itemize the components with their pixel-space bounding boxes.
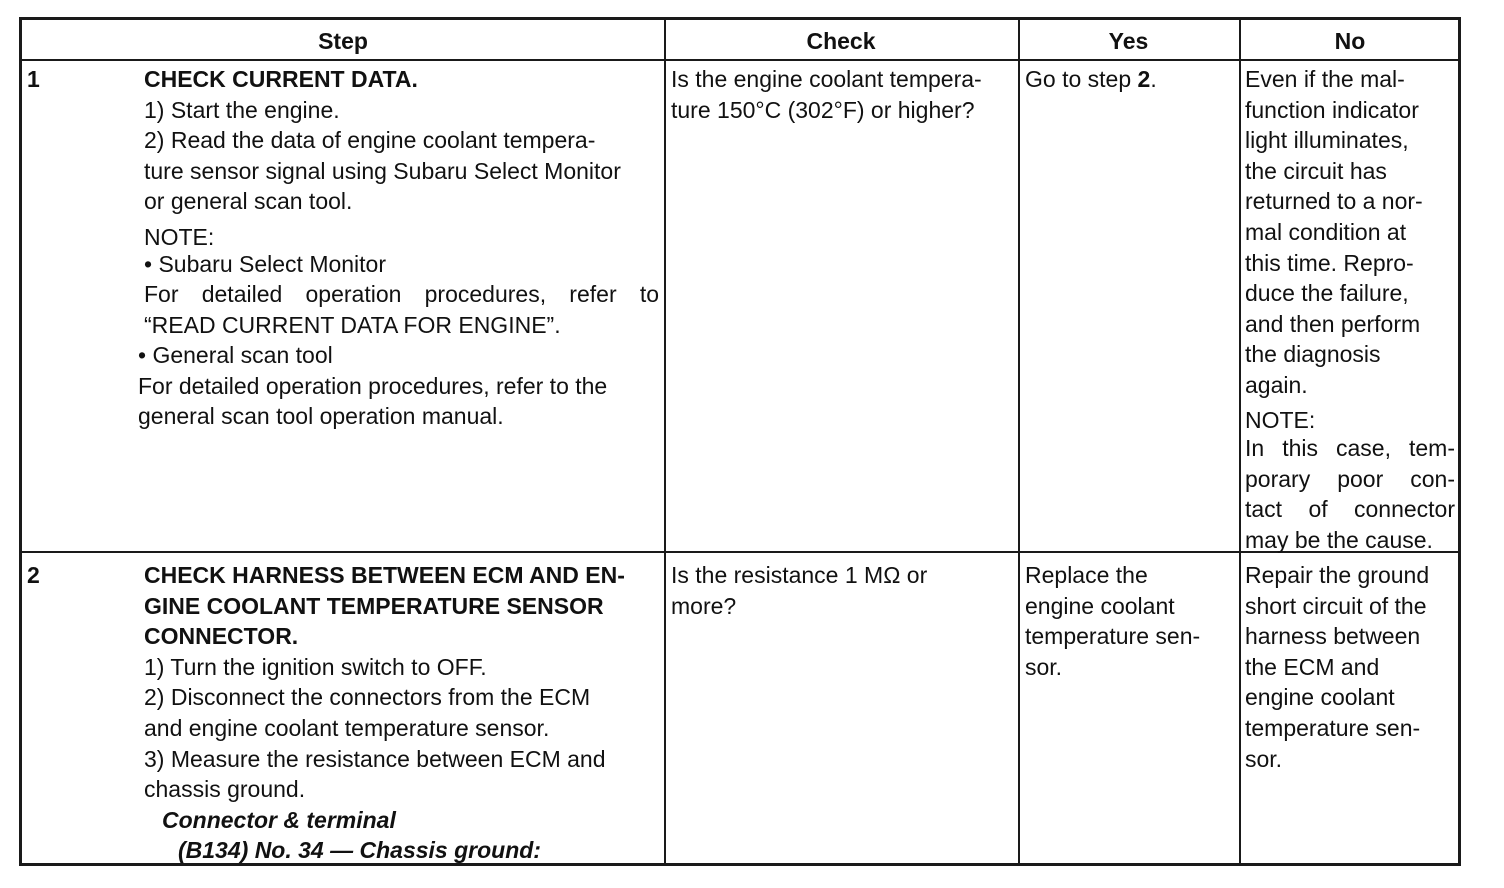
note-label: NOTE: — [144, 223, 215, 250]
no-line: and then perform — [1245, 310, 1421, 337]
column-divider — [1018, 20, 1020, 863]
no-note-line: tact of connector — [1245, 496, 1455, 523]
no-line: harness between — [1245, 623, 1421, 650]
note-text: general scan tool operation manual. — [138, 403, 504, 430]
no-line: the circuit has — [1245, 157, 1387, 184]
no-line: again. — [1245, 371, 1308, 398]
no-line: short circuit of the — [1245, 592, 1427, 619]
check-question — [671, 64, 982, 125]
no-line: mal condition at — [1245, 218, 1407, 245]
yes-text: . — [1150, 66, 1157, 92]
no-note-line: porary poor con- — [1245, 465, 1455, 492]
row-divider — [22, 551, 1458, 553]
no-line: the diagnosis — [1245, 341, 1381, 368]
step-title: CHECK CURRENT DATA. — [144, 66, 418, 92]
note-text: For detailed operation procedures, refer to — [144, 281, 659, 308]
instruction: ture sensor signal using Subaru Select Monitor — [144, 157, 621, 184]
header-check: Check — [806, 28, 876, 54]
note-item: • Subaru Select Monitor — [144, 250, 387, 277]
header-yes: Yes — [1108, 28, 1149, 54]
diagnostic-table — [19, 17, 1461, 866]
no-line: Even if the mal- — [1245, 66, 1405, 92]
check-line: ture 150°C (302°F) or higher? — [671, 96, 975, 123]
yes-line: Replace the — [1025, 562, 1148, 588]
yes-line: sor. — [1025, 653, 1063, 680]
yes-step-ref: 2 — [1137, 66, 1151, 92]
no-note-line: may be the cause. — [1245, 526, 1433, 553]
instruction: chassis ground. — [144, 776, 306, 803]
header-divider — [22, 59, 1458, 61]
header-no: No — [1334, 28, 1366, 54]
yes-line: temperature sen- — [1025, 623, 1201, 650]
step-title: CONNECTOR. — [144, 623, 299, 650]
note-item: • General scan tool — [138, 342, 333, 368]
check-question — [671, 560, 927, 621]
connector-label: Connector & terminal — [162, 806, 396, 833]
instruction: 1) Start the engine. — [144, 96, 340, 123]
no-line: duce the failure, — [1245, 280, 1409, 307]
instruction: 1) Turn the ignition switch to OFF. — [144, 653, 487, 680]
step-title: GINE COOLANT TEMPERATURE SENSOR — [144, 592, 604, 619]
step-1-note-2 — [138, 340, 653, 432]
no-note-line: In this case, tem- — [1245, 435, 1455, 462]
no-action — [1245, 560, 1429, 774]
column-divider — [664, 20, 666, 863]
no-line: returned to a nor- — [1245, 188, 1423, 215]
check-line: Is the engine coolant tempera- — [671, 66, 982, 92]
instruction: 2) Read the data of engine coolant tempera- — [144, 127, 596, 154]
note-text: “READ CURRENT DATA FOR ENGINE”. — [144, 311, 561, 338]
no-line: temperature sen- — [1245, 714, 1421, 741]
yes-text: Go to step — [1025, 66, 1138, 92]
instruction: 3) Measure the resistance between ECM and — [144, 745, 606, 772]
no-line: the ECM and — [1245, 653, 1380, 680]
yes-action — [1025, 560, 1200, 682]
connector-terminal: (B134) No. 34 — Chassis ground: — [178, 837, 541, 864]
no-line: light illuminates, — [1245, 127, 1409, 154]
step-2-content — [144, 560, 659, 866]
note-text: For detailed operation procedures, refer to the — [138, 372, 608, 399]
instruction: 2) Disconnect the connectors from the ECM — [144, 684, 591, 711]
no-line: sor. — [1245, 745, 1283, 772]
instruction: and engine coolant temperature sensor. — [144, 714, 550, 741]
instruction: or general scan tool. — [144, 188, 353, 215]
column-divider — [1239, 20, 1241, 863]
no-line: engine coolant — [1245, 684, 1395, 711]
no-line: Repair the ground — [1245, 562, 1430, 588]
yes-action — [1025, 64, 1157, 95]
no-line: this time. Repro- — [1245, 249, 1414, 276]
check-line: more? — [671, 592, 737, 619]
check-line: Is the resistance 1 MΩ or — [671, 562, 928, 588]
no-note-label: NOTE: — [1245, 406, 1316, 433]
header-step: Step — [318, 28, 368, 54]
yes-line: engine coolant — [1025, 592, 1175, 619]
step-title: CHECK HARNESS BETWEEN ECM AND EN- — [144, 562, 625, 588]
step-number: 1 — [27, 66, 40, 92]
step-number: 2 — [27, 562, 40, 588]
no-action — [1245, 64, 1455, 556]
no-line: function indicator — [1245, 96, 1419, 123]
step-1-content — [144, 64, 659, 340]
